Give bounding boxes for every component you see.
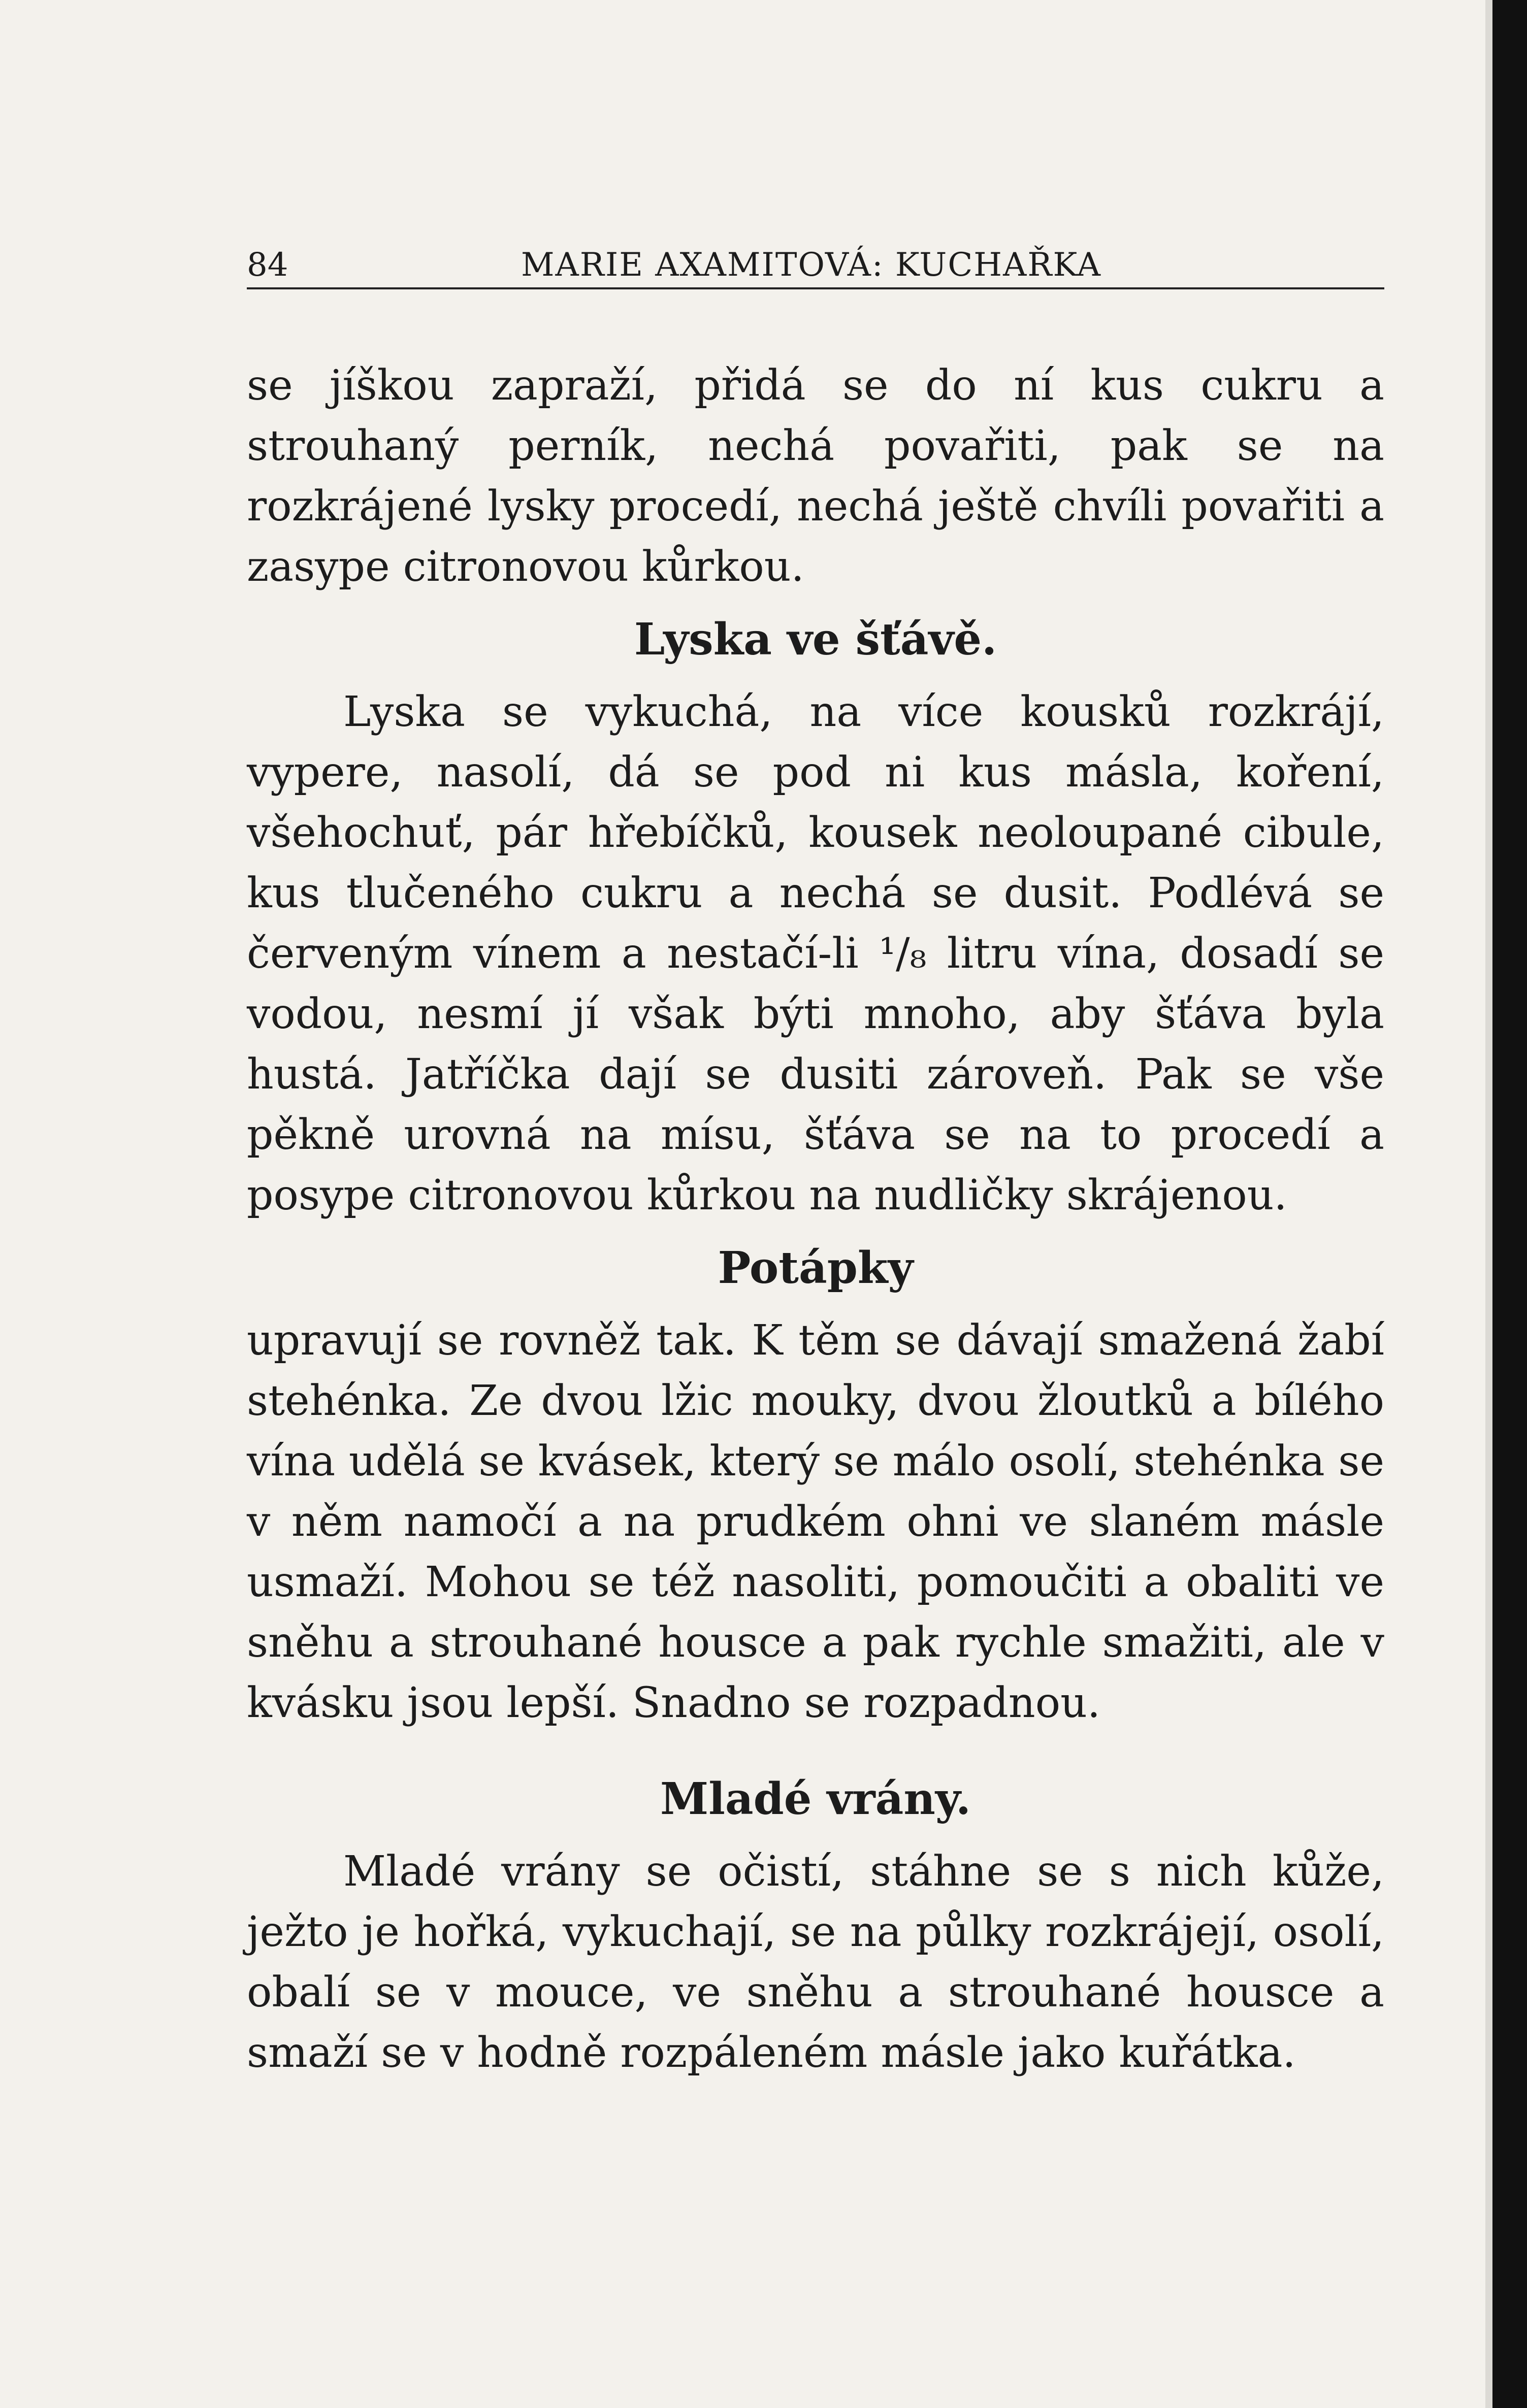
recipe-title-potapky: Potápky (718, 1242, 914, 1294)
recipe-text-lyska: Lyska se vykuchá, na více kousků rozkrájí, vypere, nasolí, dá se pod ni kus másla, koření, všehochuť, pár hřebíčků, kousek neoloupané cibule, kus tlučeného cukru a nechá se dusit. Podlévá se červeným vínem a nestačí-li ¹/₈ litru vína, dosadí se vodou, nesmí jí však býti mnoho, aby šťáva byla hustá. Jatříčka dají se dusiti zároveň. Pak se vše pěkně urovná na mísu, šťáva se na to procedí a posype citronovou kůrkou na nudličky skrájenou. (247, 688, 1384, 1219)
recipe-text-mlade-vrany: Mladé vrány se očistí, stáhne se s nich kůže, ježto je hořká, vykuchají, se na půlky rozkrájejí, osolí, obalí se v mouce, ve sněhu a strouhané housce a smaží se v hodně rozpáleném másle jako kuřátka. (247, 1848, 1384, 2077)
continued-paragraph: se jíškou zapraží, přidá se do ní kus cukru a strouhaný perník, nechá povařiti, pak se na rozkrájené lysky procedí, nechá ještě chvíli povařiti a zasype citronovou kůrkou. (247, 361, 1384, 591)
recipe-text-potapky: upravují se rovněž tak. K těm se dávají smažená žabí stehénka. Ze dvou lžic mouky, dvou žloutků a bílého vína udělá se kvásek, který se málo osolí, stehénka se v něm namočí a na prudkém ohni ve slaném másle usmaží. Mohou se též nasoliti, pomoučiti a obaliti ve sněhu a strouhané housce a pak rychle smažiti, ale v kvásku jsou lepší. Snadno se rozpadnou. (247, 1316, 1384, 1727)
page-header (247, 243, 1384, 289)
page-number: 84 (247, 246, 288, 284)
running-head: MARIE AXAMITOVÁ: KUCHAŘKA (521, 246, 1101, 284)
page-edge-shadow (1485, 0, 1492, 2408)
recipe-title-lyska: Lyska ve šťávě. (634, 614, 997, 665)
page-body (247, 355, 1384, 2083)
scan-border (1492, 0, 1527, 2408)
recipe-title-mlade-vrany: Mladé vrány. (660, 1773, 971, 1825)
